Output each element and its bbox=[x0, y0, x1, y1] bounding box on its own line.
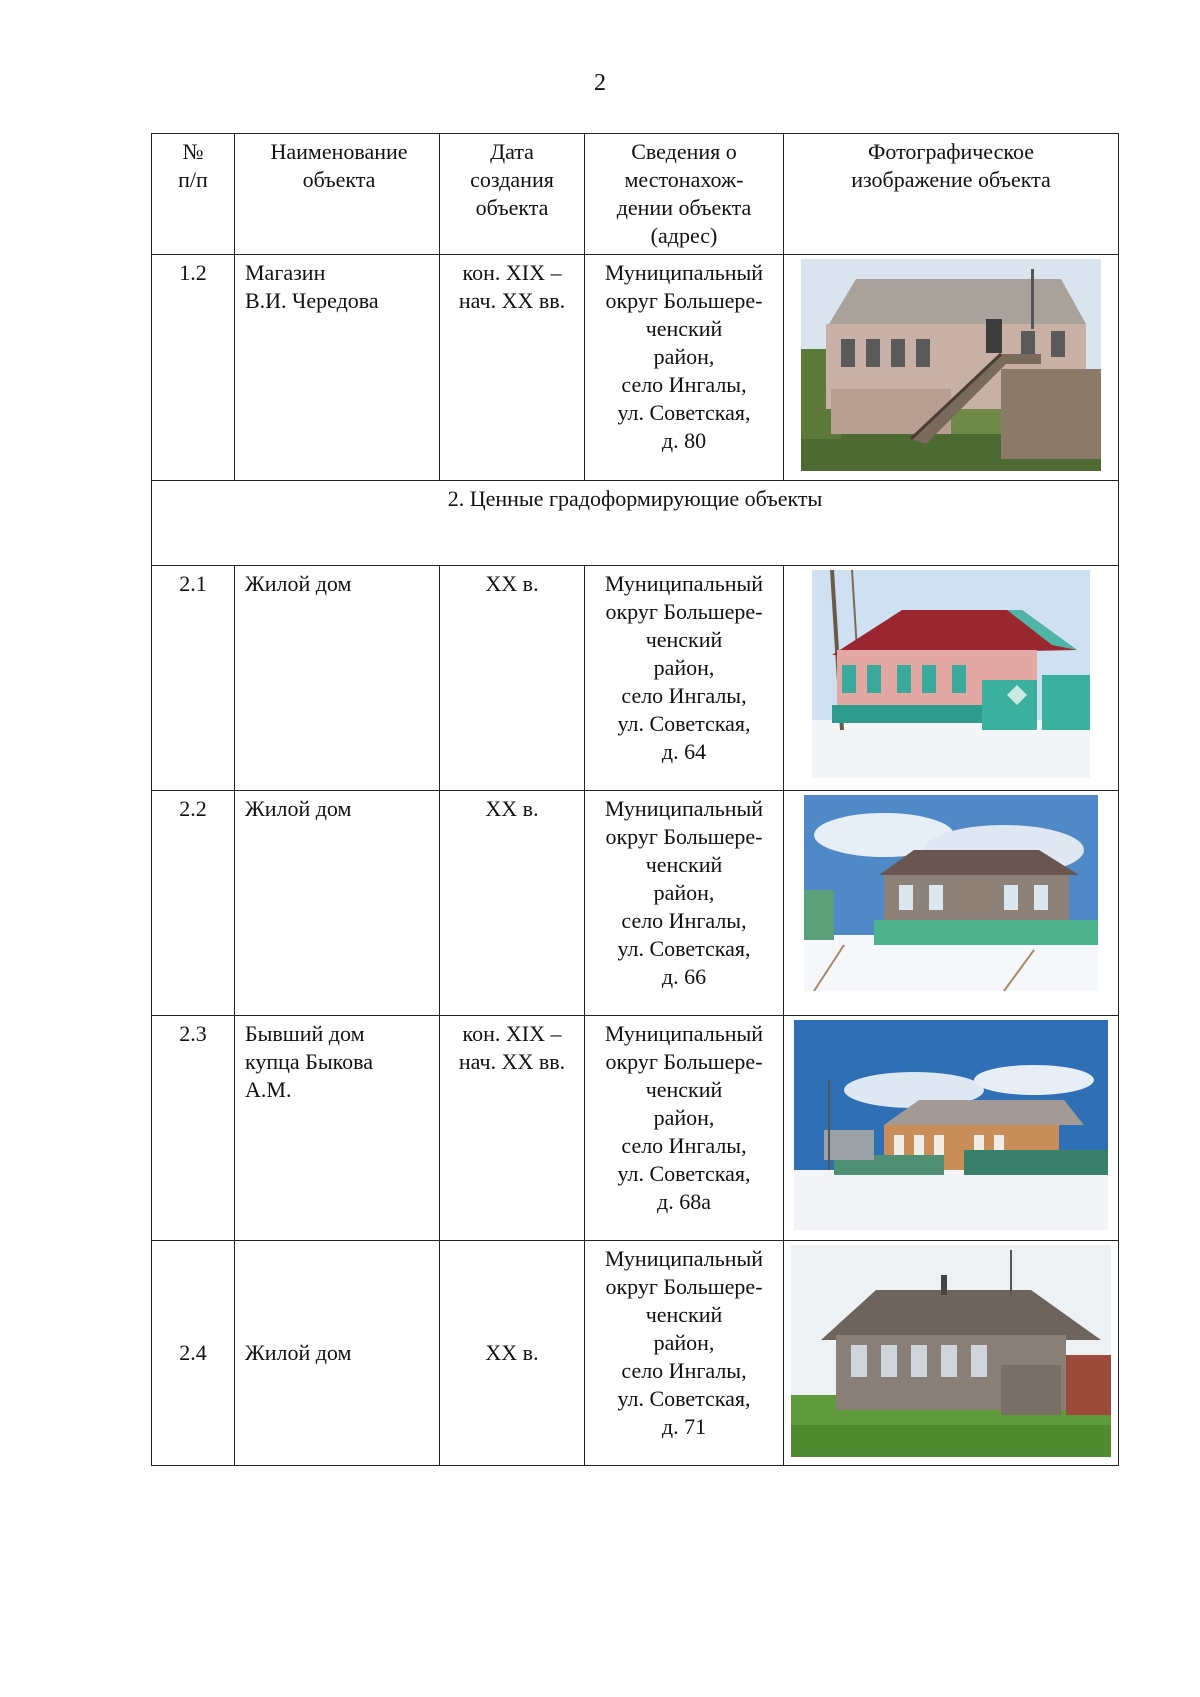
table-header-row bbox=[152, 134, 1119, 255]
header-date-line: объекта bbox=[475, 195, 549, 220]
header-address bbox=[585, 134, 784, 255]
row-name-line: Жилой дом bbox=[245, 571, 352, 596]
photo-house-71 bbox=[791, 1245, 1111, 1457]
table-row bbox=[152, 1241, 1119, 1466]
page-number: 2 bbox=[594, 70, 606, 96]
table-row bbox=[152, 1016, 1119, 1241]
row-num: 2.4 bbox=[152, 1241, 235, 1466]
row-address-line: д. 68а bbox=[657, 1189, 711, 1214]
row-photo-cell bbox=[784, 1016, 1119, 1241]
row-name-line: Бывший дом bbox=[245, 1021, 365, 1046]
row-address bbox=[585, 791, 784, 1016]
table-row bbox=[152, 791, 1119, 1016]
table-row bbox=[152, 566, 1119, 791]
row-address-line: село Ингалы, bbox=[621, 1358, 747, 1383]
photo-house-66 bbox=[804, 795, 1098, 991]
row-address-line: Муниципальный bbox=[604, 260, 764, 285]
row-address-line: округ Большере- bbox=[605, 824, 763, 849]
header-photo-line: изображение объекта bbox=[851, 167, 1051, 192]
row-num: 2.1 bbox=[152, 566, 235, 791]
row-address-line: ченский bbox=[645, 1077, 723, 1102]
header-num-line: № bbox=[182, 139, 204, 164]
row-address-line: район, bbox=[653, 1330, 715, 1355]
photo-shop-cheredov bbox=[801, 259, 1101, 471]
row-address bbox=[585, 1016, 784, 1241]
header-name-line: Наименование bbox=[270, 139, 408, 164]
row-address-line: село Ингалы, bbox=[621, 372, 747, 397]
header-address-line: дении объекта bbox=[616, 195, 752, 220]
row-address bbox=[585, 255, 784, 481]
row-name bbox=[235, 791, 440, 1016]
row-address-line: ул. Советская, bbox=[617, 936, 751, 961]
row-address-line: д. 80 bbox=[661, 428, 707, 453]
row-date bbox=[440, 1016, 585, 1241]
row-name bbox=[235, 1241, 440, 1466]
row-address bbox=[585, 1241, 784, 1466]
row-name-line: А.М. bbox=[245, 1077, 292, 1102]
header-photo bbox=[784, 134, 1119, 255]
row-date-line: нач. XX вв. bbox=[458, 1049, 566, 1074]
photo-house-71-image bbox=[791, 1245, 1111, 1457]
header-address-line: местонахож- bbox=[624, 167, 744, 192]
photo-house-66-image bbox=[804, 795, 1098, 991]
row-address-line: ченский bbox=[645, 316, 723, 341]
row-date-line: кон. XIX – bbox=[462, 1021, 562, 1046]
row-name-line: В.И. Чередова bbox=[245, 288, 379, 313]
row-address-line: округ Большере- bbox=[605, 1049, 763, 1074]
row-address-line: село Ингалы, bbox=[621, 908, 747, 933]
photo-bykov-house bbox=[794, 1020, 1108, 1230]
header-address-line: Сведения о bbox=[631, 139, 737, 164]
header-date-line: создания bbox=[470, 167, 554, 192]
row-num: 2.3 bbox=[152, 1016, 235, 1241]
row-address-line: ул. Советская, bbox=[617, 711, 751, 736]
row-date-line: кон. XIX – bbox=[462, 260, 562, 285]
photo-bykov-house-image bbox=[794, 1020, 1108, 1230]
row-address-line: Муниципальный bbox=[604, 571, 764, 596]
row-address-line: ченский bbox=[645, 627, 723, 652]
row-date bbox=[440, 1241, 585, 1466]
row-name bbox=[235, 255, 440, 481]
row-name-line: Жилой дом bbox=[245, 1340, 352, 1365]
row-address-line: округ Большере- bbox=[605, 288, 763, 313]
header-num-line: п/п bbox=[178, 167, 208, 192]
row-name bbox=[235, 566, 440, 791]
row-address-line: ченский bbox=[645, 1302, 723, 1327]
row-name bbox=[235, 1016, 440, 1241]
row-address-line: ул. Советская, bbox=[617, 1386, 751, 1411]
row-address-line: ул. Советская, bbox=[617, 400, 751, 425]
row-address-line: село Ингалы, bbox=[621, 683, 747, 708]
photo-shop-cheredov-image bbox=[801, 259, 1101, 471]
row-photo-cell bbox=[784, 566, 1119, 791]
row-address-line: Муниципальный bbox=[604, 1246, 764, 1271]
row-date bbox=[440, 255, 585, 481]
row-address-line: Муниципальный bbox=[604, 1021, 764, 1046]
row-date bbox=[440, 791, 585, 1016]
header-num bbox=[152, 134, 235, 255]
row-address-line: район, bbox=[653, 880, 715, 905]
photo-house-64-image bbox=[812, 570, 1090, 778]
header-name-line: объекта bbox=[302, 167, 376, 192]
section-title: 2. Ценные градоформирующие объекты bbox=[152, 481, 1119, 566]
row-address-line: округ Большере- bbox=[605, 1274, 763, 1299]
row-photo-cell bbox=[784, 255, 1119, 481]
row-address-line: ул. Советская, bbox=[617, 1161, 751, 1186]
row-date bbox=[440, 566, 585, 791]
row-name-line: Магазин bbox=[245, 260, 326, 285]
row-address-line: д. 71 bbox=[661, 1414, 707, 1439]
row-num: 2.2 bbox=[152, 791, 235, 1016]
row-address-line: д. 66 bbox=[661, 964, 707, 989]
row-date-line: нач. XX вв. bbox=[458, 288, 566, 313]
row-date-line: XX в. bbox=[485, 571, 539, 596]
row-address-line: район, bbox=[653, 655, 715, 680]
row-date-line: XX в. bbox=[485, 1340, 539, 1365]
header-date bbox=[440, 134, 585, 255]
header-photo-line: Фотографическое bbox=[868, 139, 1034, 164]
row-address-line: округ Большере- bbox=[605, 599, 763, 624]
row-name-line: купца Быкова bbox=[245, 1049, 374, 1074]
row-photo-cell bbox=[784, 791, 1119, 1016]
section-row bbox=[152, 481, 1119, 566]
header-date-line: Дата bbox=[490, 139, 534, 164]
header-name bbox=[235, 134, 440, 255]
row-address-line: село Ингалы, bbox=[621, 1133, 747, 1158]
row-address bbox=[585, 566, 784, 791]
row-address-line: район, bbox=[653, 1105, 715, 1130]
row-address-line: район, bbox=[653, 344, 715, 369]
table-row bbox=[152, 255, 1119, 481]
row-num: 1.2 bbox=[152, 255, 235, 481]
header-address-line: (адрес) bbox=[650, 223, 718, 248]
row-name-line: Жилой дом bbox=[245, 796, 352, 821]
photo-house-64 bbox=[812, 570, 1090, 778]
row-address-line: Муниципальный bbox=[604, 796, 764, 821]
row-address-line: ченский bbox=[645, 852, 723, 877]
heritage-objects-table bbox=[151, 133, 1119, 1466]
row-date-line: XX в. bbox=[485, 796, 539, 821]
row-address-line: д. 64 bbox=[661, 739, 707, 764]
row-photo-cell bbox=[784, 1241, 1119, 1466]
